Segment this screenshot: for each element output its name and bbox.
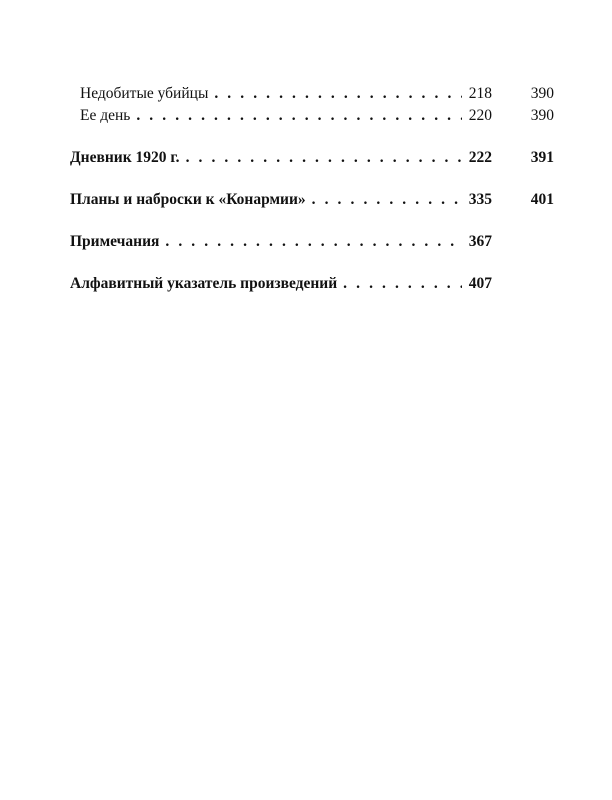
- toc-entry-notes-page: 391: [530, 149, 554, 166]
- toc-entry-page: 367: [468, 233, 492, 250]
- toc-entry-title: Примечания: [70, 233, 160, 250]
- dot-leader: [343, 273, 462, 295]
- dot-leader: [214, 83, 462, 105]
- dot-leader: [186, 147, 462, 169]
- toc-entry-page: 218: [468, 85, 492, 102]
- dot-leader: [136, 105, 462, 127]
- toc-entry-title: Недобитые убийцы: [80, 85, 209, 102]
- toc-entry: [80, 105, 554, 127]
- toc-entry-page: 407: [468, 275, 492, 292]
- toc-entry-page: 220: [468, 107, 492, 124]
- toc-entry-title: Алфавитный указатель произведений: [70, 275, 338, 292]
- toc-entry: [80, 83, 554, 105]
- toc-entry-title: Планы и наброски к «Конармии»: [70, 191, 306, 208]
- toc-entry-notes-page: 390: [530, 85, 554, 102]
- dot-leader: [165, 231, 462, 253]
- toc-entry: [70, 231, 554, 253]
- toc-entry-page: 335: [468, 191, 492, 208]
- toc-entry-page: 222: [468, 149, 492, 166]
- toc-entry: [70, 147, 554, 169]
- toc-entry: [70, 273, 554, 295]
- dot-leader: [312, 189, 462, 211]
- toc-entry: [70, 189, 554, 211]
- toc-entry-title: Дневник 1920 г.: [70, 149, 180, 166]
- toc-entry-notes-page: 401: [530, 191, 554, 208]
- toc-entry-title: Ее день: [80, 107, 131, 124]
- toc-entry-notes-page: 390: [530, 107, 554, 124]
